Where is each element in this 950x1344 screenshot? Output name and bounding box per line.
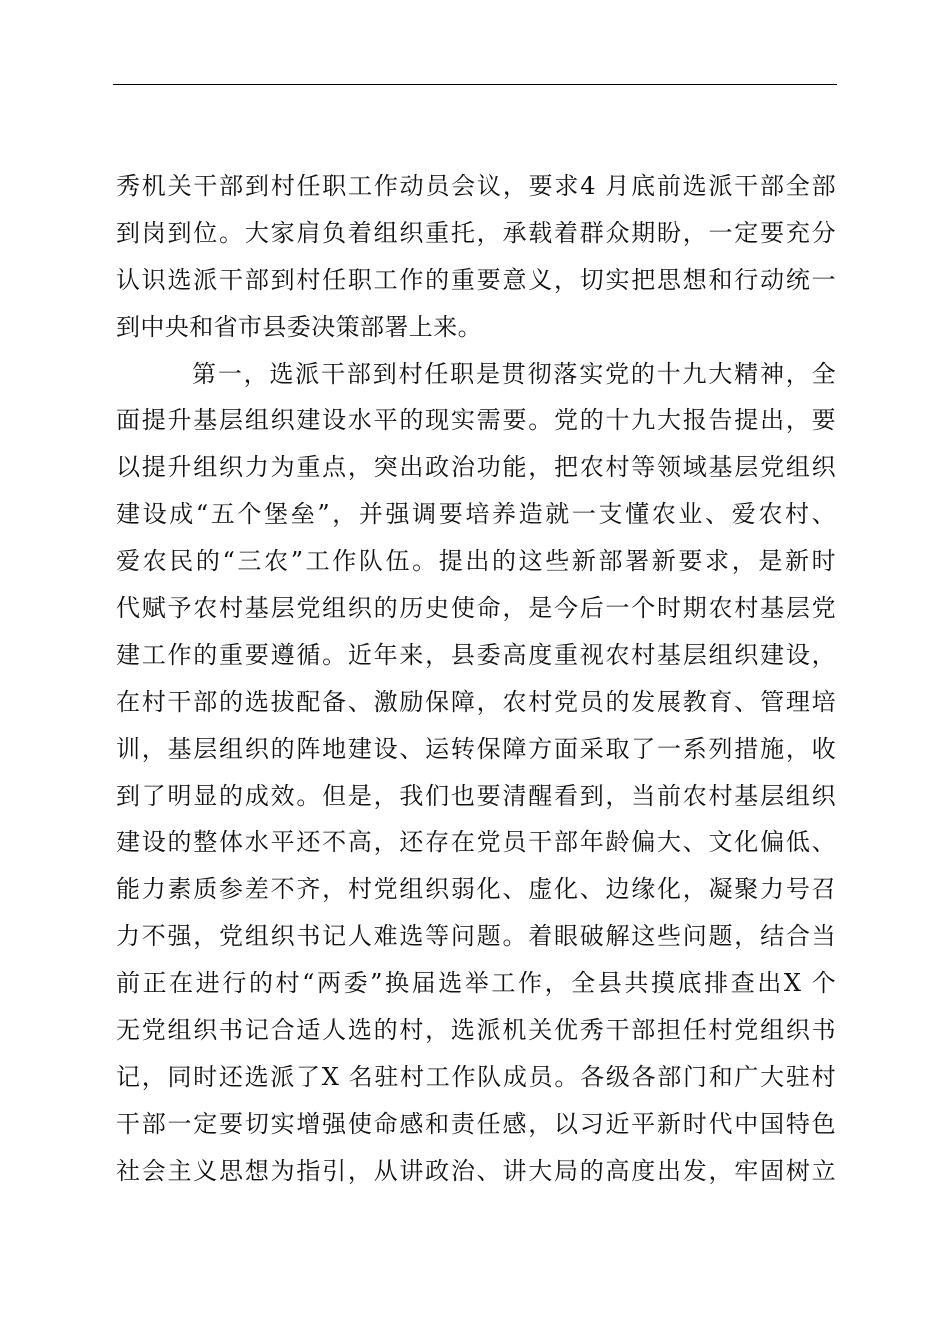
header-rule bbox=[113, 84, 837, 85]
paragraph-first-line: 第一，选派干部到村任职是贯彻落实党的十九大精神，全 bbox=[192, 359, 836, 388]
text-line: 爱农民的“三农”工作队伍。提出的这些新部署新要求，是新时 bbox=[116, 547, 836, 576]
body-text bbox=[116, 163, 836, 1195]
text-line: 建工作的重要遵循。近年来，县委高度重视农村基层组织建设， bbox=[116, 640, 836, 669]
text-line: 到岗到位。大家肩负着组织重托，承载着群众期盼，一定要充分 bbox=[116, 218, 836, 247]
text-line: 记，同时还选派了X 名驻村工作队成员。各级各部门和广大驻村 bbox=[116, 1062, 836, 1091]
text-line: 以提升组织力为重点，突出政治功能，把农村等领域基层党组织 bbox=[116, 453, 836, 482]
text-line: 训，基层组织的阵地建设、运转保障方面采取了一系列措施，收 bbox=[116, 734, 836, 763]
text-line: 建设成“五个堡垒”，并强调要培养造就一支懂农业、爱农村、 bbox=[116, 500, 836, 529]
text-line: 在村干部的选拔配备、激励保障，农村党员的发展教育、管理培 bbox=[116, 687, 836, 716]
text-line: 代赋予农村基层党组织的历史使命，是今后一个时期农村基层党 bbox=[116, 594, 836, 623]
text-line: 能力素质参差不齐，村党组织弱化、虚化、边缘化，凝聚力号召 bbox=[116, 875, 836, 904]
text-line: 认识选派干部到村任职工作的重要意义，切实把思想和行动统一 bbox=[116, 265, 836, 294]
paragraph-end-line: 到中央和省市县委决策部署上来。 bbox=[116, 312, 482, 341]
text-line: 前正在进行的村“两委”换届选举工作，全县共摸底排查出X 个 bbox=[116, 969, 836, 998]
text-line: 干部一定要切实增强使命感和责任感，以习近平新时代中国特色 bbox=[116, 1109, 836, 1138]
text-line: 秀机关干部到村任职工作动员会议，要求4 月底前选派干部全部 bbox=[116, 172, 836, 200]
text-line: 面提升基层组织建设水平的现实需要。党的十九大报告提出，要 bbox=[116, 406, 836, 435]
text-line: 社会主义思想为指引，从讲政治、讲大局的高度出发，牢固树立 bbox=[116, 1156, 836, 1185]
text-line: 力不强，党组织书记人难选等问题。着眼破解这些问题，结合当 bbox=[116, 922, 836, 951]
text-line: 建设的整体水平还不高，还存在党员干部年龄偏大、文化偏低、 bbox=[116, 828, 836, 857]
text-line: 到了明显的成效。但是，我们也要清醒看到，当前农村基层组织 bbox=[116, 781, 836, 810]
text-line: 无党组织书记合适人选的村，选派机关优秀干部担任村党组织书 bbox=[116, 1016, 836, 1045]
